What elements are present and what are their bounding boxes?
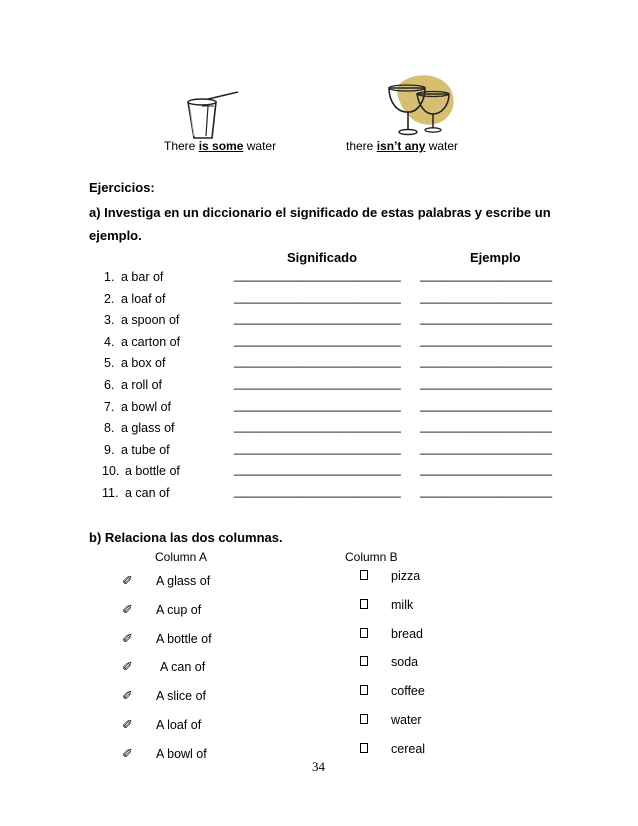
example-blank[interactable]: ___________________ [420, 354, 553, 369]
meaning-blank[interactable]: ________________________ [234, 354, 401, 369]
example-blank[interactable]: ___________________ [420, 484, 553, 498]
meaning-blank[interactable]: ________________________ [234, 397, 401, 412]
part-b-instruction: b) Relaciona las dos columnas. [89, 530, 283, 545]
column-a-item: A bowl of [156, 746, 207, 761]
item-number: 9. [104, 442, 115, 457]
pencil-bullet-icon: ✐ [122, 630, 133, 646]
page-number: 34 [312, 759, 325, 774]
checkbox-icon [360, 570, 368, 580]
item-number: 2. [104, 291, 115, 306]
column-header-example: Ejemplo [470, 250, 521, 265]
item-phrase: a loaf of [121, 291, 166, 306]
column-b-item: cereal [391, 741, 426, 756]
item-number: 3. [104, 313, 115, 328]
column-a-item: A glass of [156, 574, 211, 588]
checkbox-icon [360, 685, 368, 695]
meaning-blank[interactable]: ________________________ [234, 311, 401, 326]
checkbox-icon [360, 743, 368, 753]
caption-text: water [425, 139, 459, 153]
example-blank[interactable]: ___________________ [420, 462, 553, 477]
caption-no-water [346, 139, 458, 153]
checkbox-icon [360, 599, 368, 609]
item-number: 4. [104, 334, 115, 349]
column-header-meaning: Significado [287, 250, 358, 265]
column-b-item: water [391, 713, 422, 727]
meaning-blank[interactable]: ________________________ [234, 268, 401, 282]
empty-glasses-illustration [383, 72, 463, 142]
meaning-blank[interactable]: ________________________ [234, 440, 401, 455]
item-number: 5. [104, 356, 115, 371]
meaning-blank[interactable]: ________________________ [234, 332, 401, 347]
item-phrase: a can of [125, 486, 170, 500]
column-a-item: A bottle of [156, 631, 212, 646]
checkbox-icon [360, 714, 368, 724]
meaning-blank[interactable]: ________________________ [234, 376, 401, 390]
section-title: Ejercicios: [89, 180, 155, 195]
item-number: 7. [104, 399, 115, 414]
pencil-bullet-icon: ✐ [122, 601, 133, 617]
pencil-bullet-icon: ✐ [122, 573, 133, 588]
item-phrase: a carton of [121, 334, 181, 349]
item-phrase: a bar of [121, 270, 164, 284]
caption-bold: some [212, 139, 244, 153]
column-b-item: pizza [391, 569, 421, 583]
example-blank[interactable]: ___________________ [420, 268, 553, 282]
example-blank[interactable]: ___________________ [420, 440, 553, 455]
item-phrase: a bowl of [121, 399, 172, 414]
column-a-item: A loaf of [156, 718, 202, 732]
caption-text: water [243, 139, 277, 153]
column-a-item: A cup of [156, 602, 202, 617]
example-blank[interactable]: ___________________ [420, 419, 553, 434]
pencil-bullet-icon: ✐ [122, 717, 133, 732]
example-blank[interactable]: ___________________ [420, 311, 553, 326]
checkbox-icon [360, 628, 368, 638]
checkbox-icon [360, 656, 368, 666]
example-blank[interactable]: ___________________ [420, 397, 553, 412]
pencil-bullet-icon: ✐ [122, 688, 133, 704]
column-b-item: soda [391, 655, 419, 670]
pencil-bullet-icon: ✐ [122, 745, 133, 761]
item-phrase: a spoon of [121, 313, 180, 328]
pencil-bullet-icon: ✐ [122, 659, 133, 675]
meaning-blank[interactable]: ________________________ [234, 289, 401, 304]
column-b-title: Column B [345, 550, 398, 564]
item-phrase: a tube of [121, 442, 170, 457]
column-b-item: coffee [391, 684, 425, 699]
caption-some-water [164, 139, 276, 153]
column-b-item: milk [391, 597, 414, 612]
meaning-blank[interactable]: ________________________ [234, 419, 401, 434]
caption-text: There [164, 139, 199, 153]
caption-text: there [346, 139, 377, 153]
item-phrase: a roll of [121, 378, 162, 392]
item-number: 8. [104, 421, 115, 436]
part-a-instruction: a) Investiga en un diccionario el significado de estas palabras y escribe un [89, 205, 551, 220]
example-blank[interactable]: ___________________ [420, 376, 553, 390]
part-a-instruction-cont: ejemplo. [89, 228, 142, 243]
item-phrase: a glass of [121, 421, 175, 436]
glass-with-straw-illustration [182, 88, 242, 142]
column-a-item: A can of [160, 660, 206, 675]
example-blank[interactable]: ___________________ [420, 332, 553, 347]
item-number: 11. [102, 486, 119, 500]
column-a-item: A slice of [156, 689, 207, 704]
item-number: 6. [104, 378, 115, 392]
column-a-title: Column A [155, 550, 208, 564]
item-number: 1. [104, 270, 115, 284]
meaning-blank[interactable]: ________________________ [234, 462, 401, 477]
column-b-item: bread [391, 626, 423, 641]
caption-bold: isn’t any [376, 139, 426, 153]
example-blank[interactable]: ___________________ [420, 289, 553, 304]
item-number: 10. [102, 464, 120, 479]
item-phrase: a box of [121, 356, 166, 371]
meaning-blank[interactable]: ________________________ [234, 484, 401, 498]
item-phrase: a bottle of [125, 464, 180, 479]
caption-bold: is [198, 139, 209, 153]
